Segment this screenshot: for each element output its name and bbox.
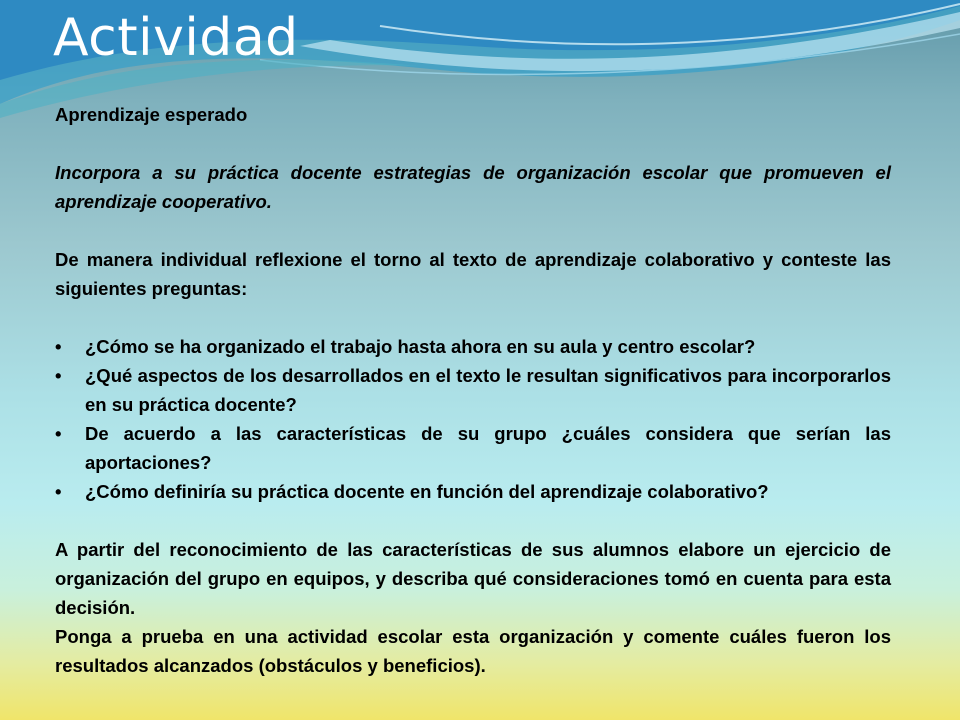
list-item [55, 361, 891, 419]
question-text: ¿Qué aspectos de los desarrollados en el texto le resultan significativos para incorporarlos en su práctica docente? [85, 365, 891, 415]
slide-content [55, 100, 891, 680]
bullet-icon: • [55, 423, 62, 444]
list-item [55, 419, 891, 477]
question-text: De acuerdo a las características de su grupo ¿cuáles considera que serían las aportaciones? [85, 423, 891, 473]
spacer [55, 216, 891, 245]
slide-title: Actividad [53, 8, 299, 68]
bullet-icon: • [55, 481, 62, 502]
bullet-icon: • [55, 336, 62, 357]
spacer [55, 506, 891, 535]
task-paragraph-2: Ponga a prueba en una actividad escolar esta organización y comente cuáles fueron los resultados alcanzados (obstáculos y beneficios). [55, 626, 891, 676]
list-item [55, 332, 891, 361]
question-text: ¿Cómo se ha organizado el trabajo hasta ahora en su aula y centro escolar? [85, 336, 756, 357]
instruction-text: De manera individual reflexione el torno al texto de aprendizaje colaborativo y conteste las siguientes preguntas: [55, 249, 891, 299]
bullet-icon: • [55, 365, 62, 386]
spacer [55, 303, 891, 332]
task-paragraph-1: A partir del reconocimiento de las características de sus alumnos elabore un ejercicio de organización del grupo en equipos, y describa qué consideraciones tomó en cuenta para esta decisión. [55, 539, 891, 618]
question-text: ¿Cómo definiría su práctica docente en función del aprendizaje colaborativo? [85, 481, 769, 502]
spacer [55, 129, 891, 158]
section-heading: Aprendizaje esperado [55, 104, 248, 125]
list-item [55, 477, 891, 506]
questions-list [55, 332, 891, 506]
expected-learning-text: Incorpora a su práctica docente estrategias de organización escolar que promueven el aprendizaje cooperativo. [55, 162, 891, 212]
